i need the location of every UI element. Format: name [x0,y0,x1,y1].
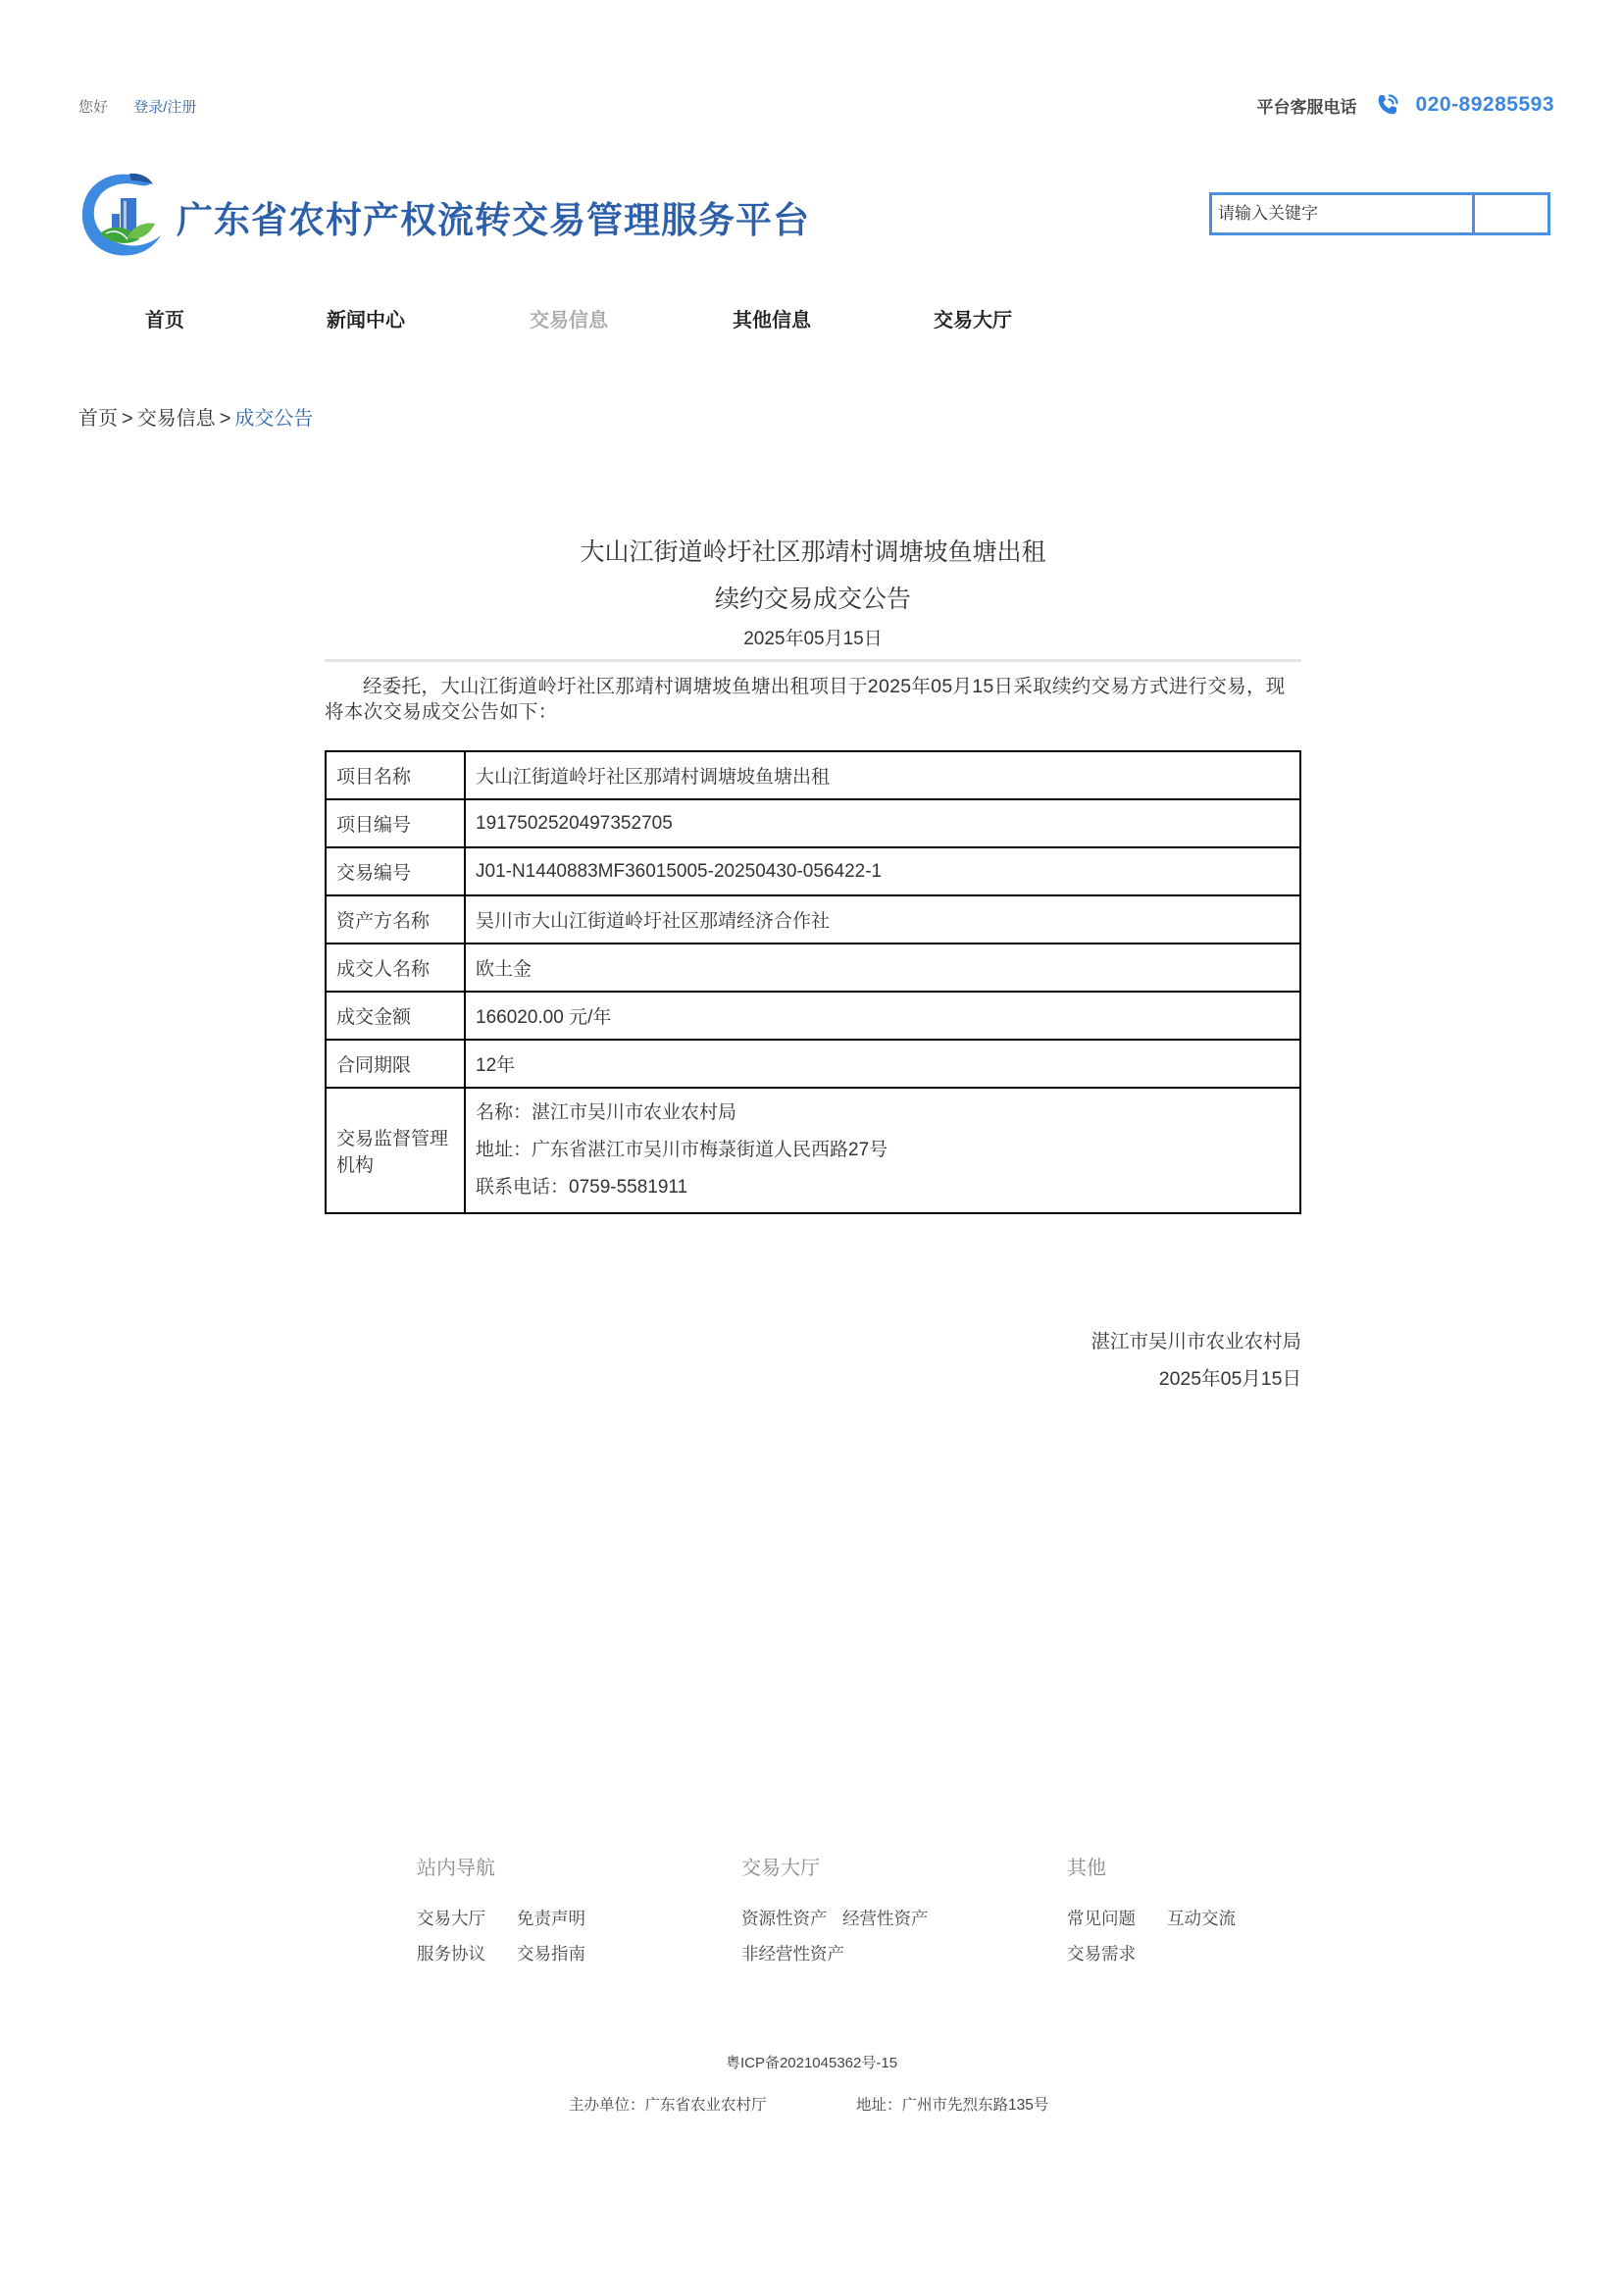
table-row [326,1040,1300,1088]
breadcrumb-separator: > [122,408,133,430]
topbar-user [78,96,196,117]
breadcrumb [78,402,313,431]
row-label: 项目编号 [326,799,465,847]
hotline-number: 020-89285593 [1415,93,1554,116]
nav-trading-hall[interactable]: 交易大厅 [934,310,1012,332]
icp-license[interactable]: 粤ICP备2021045362号-15 [725,2055,898,2071]
signature-org: 湛江市吴川市农业农村局 [1090,1331,1301,1352]
article-title-line2: 续约交易成交公告 [714,586,911,613]
nav-other-info[interactable]: 其他信息 [733,310,811,332]
footer-link[interactable]: 交易需求 [1067,1944,1136,1964]
article-date: 2025年05月15日 [743,629,883,649]
footer-address: 地址：广州市先烈东路135号 [856,2097,1049,2114]
table-row [326,799,1300,847]
breadcrumb-home[interactable]: 首页 [78,408,118,430]
footer-link[interactable]: 交易大厅 [417,1909,485,1928]
table-row [326,895,1300,944]
search-button[interactable] [1475,195,1547,232]
row-value: 欧土金 [465,944,1300,992]
signature-date: 2025年05月15日 [1158,1368,1301,1390]
title-divider [325,659,1301,662]
nav-trade-info[interactable]: 交易信息 [530,310,608,332]
row-value: 1917502520497352705 [465,799,1300,847]
nav-home[interactable]: 首页 [145,310,184,332]
transaction-details-table [325,750,1301,1214]
table-row-supervisor [326,1088,1300,1213]
footer-link[interactable]: 常见问题 [1067,1909,1136,1928]
row-value: 吴川市大山江街道岭圩社区那靖经济合作社 [465,895,1300,944]
table-row [326,847,1300,895]
row-label: 交易编号 [326,847,465,895]
table-row [326,751,1300,799]
greeting-text: 您好 [78,99,109,116]
row-label: 资产方名称 [326,895,465,944]
main-nav [0,304,1623,333]
site-title[interactable]: 广东省农村产权流转交易管理服务平台 [177,200,810,240]
supervisor-name: 名称：湛江市吴川市农业农村局 [476,1102,737,1123]
nav-news-center[interactable]: 新闻中心 [327,310,405,332]
breadcrumb-current[interactable]: 成交公告 [234,408,314,430]
footer-col-site-nav [417,1852,585,1976]
search-box [1209,192,1550,235]
footer-link[interactable]: 非经营性资产 [741,1944,844,1964]
footer-organizer: 主办单位：广东省农业农村厅 [569,2097,767,2114]
footer-link[interactable]: 经营性资产 [842,1909,929,1928]
footer-heading: 交易大厅 [741,1858,820,1879]
row-value: J01-N1440883MF36015005-20250430-056422-1 [465,847,1300,895]
row-label: 成交金额 [326,992,465,1040]
row-value [465,1088,1300,1213]
row-label: 项目名称 [326,751,465,799]
article-intro: 经委托，大山江街道岭圩社区那靖村调塘坡鱼塘出租项目于2025年05月15日采取续约交易方式进行交易，现将本次交易成交公告如下： [325,676,1286,723]
row-value: 大山江街道岭圩社区那靖村调塘坡鱼塘出租 [465,751,1300,799]
footer-link[interactable]: 交易指南 [517,1944,585,1964]
footer-col-trading-hall [741,1852,929,1976]
footer-link[interactable]: 互动交流 [1167,1909,1236,1928]
row-label: 合同期限 [326,1040,465,1088]
platform-logo-icon[interactable] [76,169,167,259]
search-input[interactable] [1212,195,1475,232]
footer-col-other [1067,1852,1236,1976]
footer-heading: 其他 [1067,1858,1106,1879]
table-row [326,992,1300,1040]
row-value: 166020.00 元/年 [465,992,1300,1040]
table-row [326,944,1300,992]
breadcrumb-trade-info[interactable]: 交易信息 [136,408,216,430]
hotline [1257,92,1554,118]
breadcrumb-separator: > [219,408,231,430]
row-value: 12年 [465,1040,1300,1088]
row-label: 交易监督管理机构 [326,1088,465,1213]
footer-heading: 站内导航 [417,1858,495,1879]
footer-link[interactable]: 服务协议 [417,1944,485,1964]
supervisor-address: 地址：广东省湛江市吴川市梅菉街道人民西路27号 [476,1140,888,1160]
hotline-label: 平台客服电话 [1256,97,1357,117]
supervisor-phone: 联系电话：0759-5581911 [476,1177,688,1198]
footer-link[interactable]: 免责声明 [517,1909,585,1928]
phone-icon [1375,92,1400,118]
footer-link[interactable]: 资源性资产 [741,1909,828,1928]
login-register-link[interactable]: 登录/注册 [133,99,197,116]
article-title-line1: 大山江街道岭圩社区那靖村调塘坡鱼塘出租 [580,538,1046,566]
row-label: 成交人名称 [326,944,465,992]
